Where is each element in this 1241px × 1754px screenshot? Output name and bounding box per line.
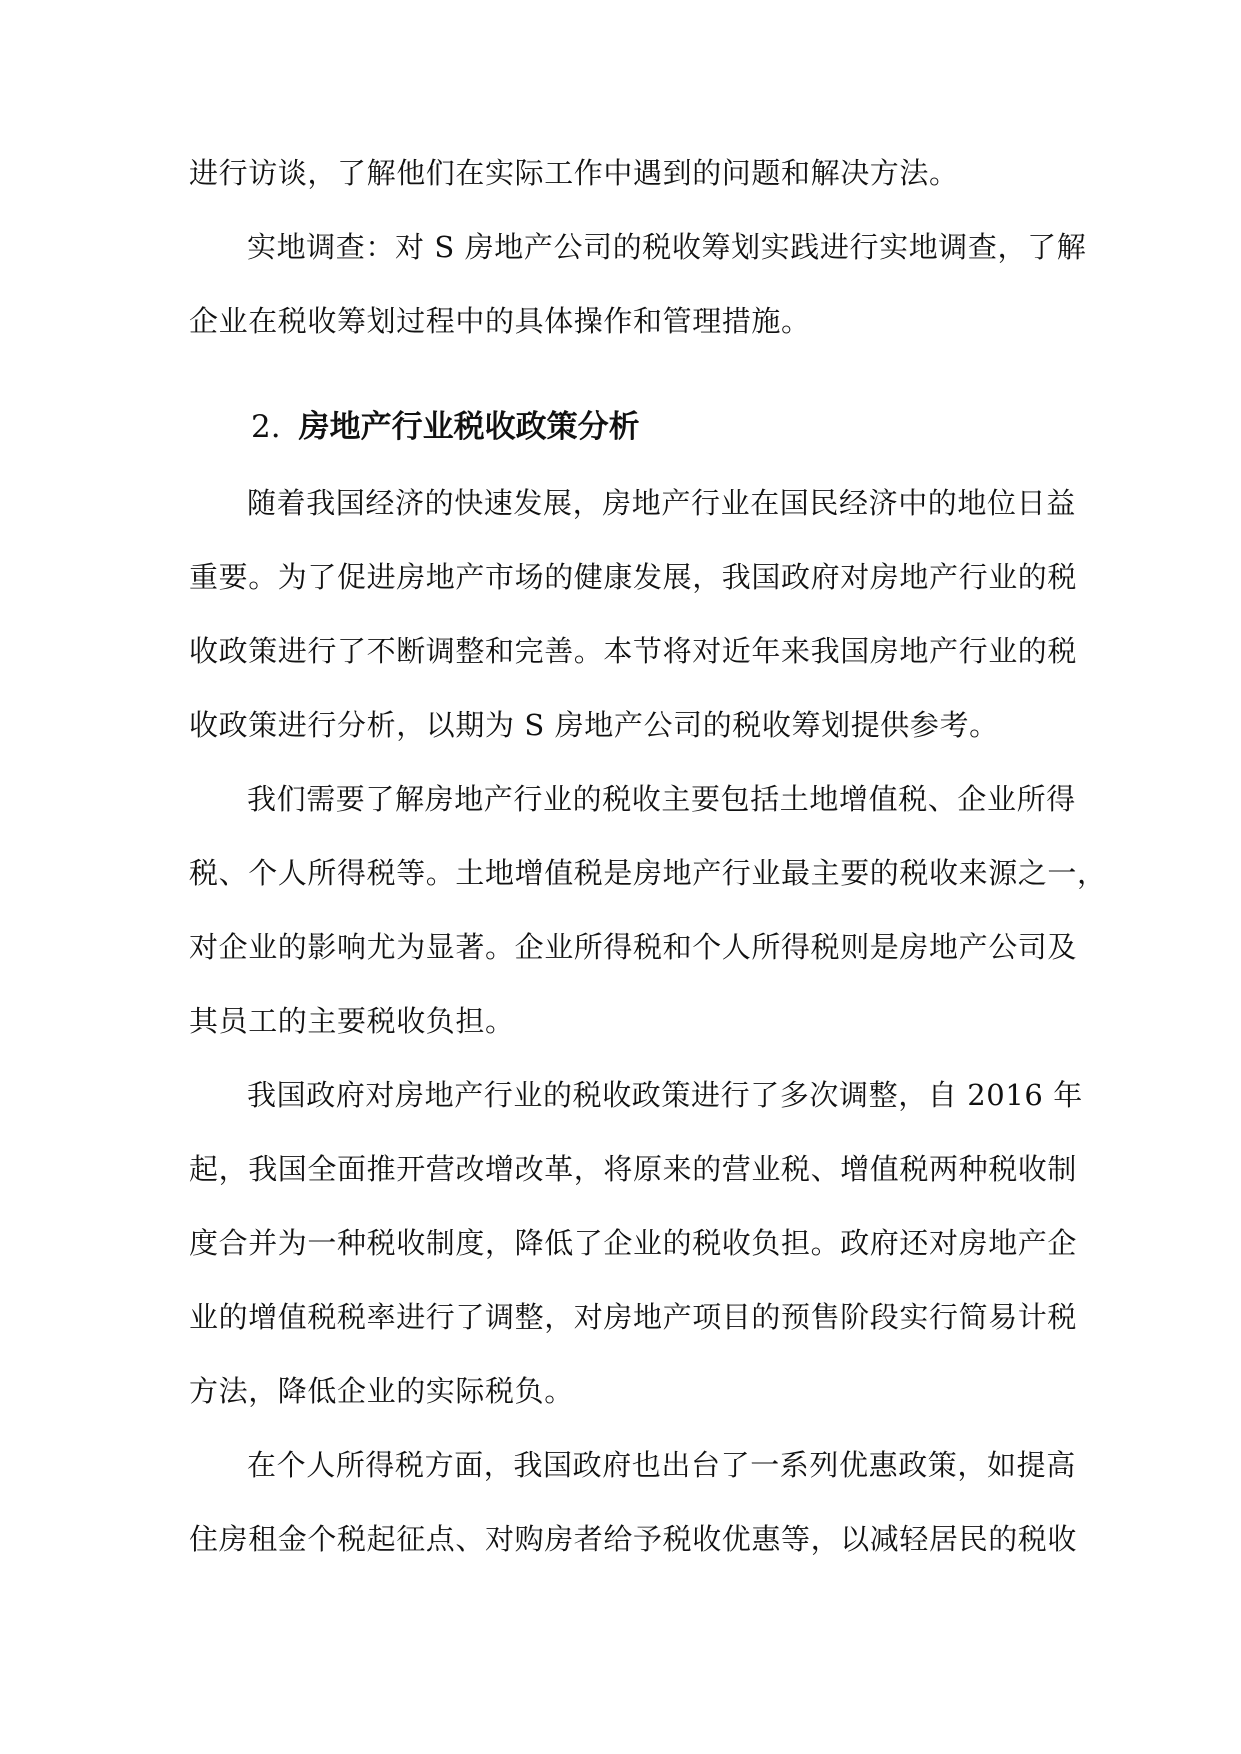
paragraph-tax-types: [189, 762, 1107, 1058]
paragraph-policy-adjustments: [189, 1058, 1083, 1428]
text-line: 我国政府对房地产行业的税收政策进行了多次调整，自 2016 年: [247, 1078, 1083, 1112]
text-line: 在个人所得税方面，我国政府也出台了一系列优惠政策，如提高: [247, 1448, 1076, 1482]
text-line: 收政策进行分析，以期为 S 房地产公司的税收筹划提供参考。: [189, 708, 999, 742]
section-title: 房地产行业税收政策分析: [298, 409, 640, 445]
text-line: 其员工的主要税收负担。: [189, 1004, 515, 1038]
text-line: 重要。为了促进房地产市场的健康发展，我国政府对房地产行业的税: [189, 560, 1078, 594]
paragraph-industry-overview: [189, 466, 1078, 762]
text-line: 随着我国经济的快速发展，房地产行业在国民经济中的地位日益: [247, 486, 1076, 520]
document-body: [189, 136, 1107, 1576]
section-heading: [189, 390, 1051, 464]
text-line: 企业在税收筹划过程中的具体操作和管理措施。: [189, 304, 811, 338]
text-line: 度合并为一种税收制度，降低了企业的税收负担。政府还对房地产企: [189, 1226, 1078, 1260]
text-line: 进行访谈，了解他们在实际工作中遇到的问题和解决方法。: [189, 156, 959, 190]
text-line: 收政策进行了不断调整和完善。本节将对近年来我国房地产行业的税: [189, 634, 1078, 668]
paragraph-personal-income-tax: [189, 1428, 1078, 1576]
text-line: 实地调查：对 S 房地产公司的税收筹划实践进行实地调查，了解: [247, 230, 1087, 264]
text-line: 方法，降低企业的实际税负。: [189, 1374, 574, 1408]
text-line: 对企业的影响尤为显著。企业所得税和个人所得税则是房地产公司及: [189, 930, 1078, 964]
text-line: 起，我国全面推开营改增改革，将原来的营业税、增值税两种税收制: [189, 1152, 1078, 1186]
paragraph-field-survey: [189, 210, 1087, 358]
text-line: 税、个人所得税等。土地增值税是房地产行业最主要的税收来源之一，: [189, 856, 1107, 890]
section-number: 2.: [251, 409, 281, 445]
text-line: 我们需要了解房地产行业的税收主要包括土地增值税、企业所得: [247, 782, 1076, 816]
paragraph-interview-continuation: [189, 136, 1051, 210]
text-line: 业的增值税税率进行了调整，对房地产项目的预售阶段实行简易计税: [189, 1300, 1078, 1334]
text-line: 住房租金个税起征点、对购房者给予税收优惠等，以减轻居民的税收: [189, 1522, 1078, 1556]
